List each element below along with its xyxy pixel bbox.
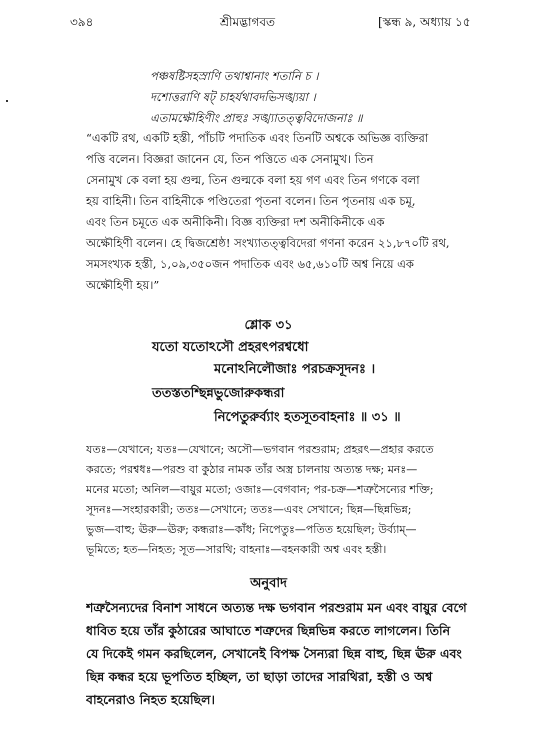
running-header: [0, 14, 537, 34]
verse-line: যতো যতোঽসৌ প্রহরৎপরশ্বধো: [152, 340, 309, 355]
synonyms-line: সূদনঃ—সংহারকারী; ততঃ—সেখানে; ততঃ—এবং সেখানে; ছিন্ন—ছিন্নভিন্ন;: [86, 503, 412, 516]
verse-line: ততস্ততশ্ছিন্নভুজোরুকন্ধরা: [152, 386, 285, 401]
translation-paragraph: [86, 596, 482, 711]
quoted-sanskrit-verse: [150, 66, 363, 129]
quote-line: সেনামুখ কে বলা হয় গুল্ম, তিন গুল্মকে বলা হয় গণ এবং তিন গণকে বলা: [86, 173, 420, 187]
verse-line: নিপেতুরুর্ব্যাং হতসূতবাহনাঃ ॥ ৩১ ॥: [214, 410, 401, 425]
italic-verse-line: দশোত্তরাণি ষট্‌ চাহর্যথাবদভিসঙ্খ্যয়া ।: [150, 90, 316, 104]
quote-line: অক্ষৌহিণী হয়।”: [86, 278, 160, 292]
translation-line: শত্রুসৈন্যদের বিনাশ সাধনে অত্যন্ত দক্ষ ভগবান পরশুরাম মন এবং বায়ুর বেগে: [86, 600, 467, 615]
translation-line: যে দিকেই গমন করছিলেন, সেখানেই বিপক্ষ সৈন্যরা ছিন্ন বাহু, ছিন্ন ঊরু এবং: [86, 646, 462, 661]
synonyms-line: ভূমিতে; হত—নিহত; সূত—সারথি; বাহনাঃ—বহনকারী অশ্ব এবং হস্তী।: [86, 543, 387, 556]
synonyms-line: ভুজ—বাহু; ঊরু—ঊরু; কন্ধরাঃ—কাঁধ; নিপেতুঃ—পতিত হয়েছিল; উর্ব্যাম্—: [86, 523, 417, 536]
quote-line: “একটি রথ, একটি হস্তী, পাঁচটি পদাতিক এবং তিনটি অশ্বকে অভিজ্ঞ ব্যক্তিরা: [86, 131, 429, 145]
quote-line: সমসংখ্যক হস্তী, ১,০৯,৩৫০জন পদাতিক এবং ৬৫,৬১০টি অশ্ব নিয়ে এক: [86, 257, 414, 271]
quote-line: পত্তি বলেন। বিজ্ঞরা জানেন যে, তিন পত্তিতে এক সেনামুখ। তিন: [86, 152, 374, 166]
book-title: শ্রীমদ্ভাগবত: [220, 15, 276, 29]
quote-paragraph: [86, 128, 478, 296]
italic-verse-line: এতামক্ষৌহিণীং প্রাহুঃ সঙ্খ্যাতত্ত্ববিদোজনাঃ ॥: [150, 111, 363, 125]
translation-line: বাহনেরাও নিহত হয়েছিল।: [86, 692, 215, 707]
translation-line: ধাবিত হয়ে তাঁর কুঠারের আঘাতে শত্রুদের ছিন্নভিন্ন করতে লাগলেন। তিনি: [86, 623, 451, 638]
page-number: ৩৯৪: [70, 15, 94, 29]
italic-verse-line: পঞ্চষষ্টিসহস্রাণি তথাশ্বানাং শতানি চ ।: [150, 69, 319, 83]
quote-line: অক্ষৌহিণী বলেন। হে দ্বিজশ্রেষ্ঠ! সংখ্যাতত্ত্ববিদেরা গণনা করেন ২১,৮৭০টি রথ,: [86, 236, 450, 250]
translation-heading: অনুবাদ: [250, 576, 287, 591]
synonyms-line: যতঃ—যেখানে; যতঃ—যেখানে; অসৌ—ভগবান পরশুরাম; প্রহরৎ—প্রহার করতে: [86, 443, 434, 456]
shloka-heading: শ্লোক ৩১: [244, 318, 293, 333]
speck: [6, 100, 8, 102]
synonyms-line: করতে; পরশ্বধঃ—পরশু বা কুঠার নামক তাঁর অস্ত্র চালনায় অত্যন্ত দক্ষ; মনঃ—: [86, 463, 418, 476]
synonyms-paragraph: [86, 440, 480, 560]
verse-line: মনোঽনিলৌজাঃ পরচক্রসূদনঃ ।: [214, 362, 376, 377]
translation-line: ছিন্ন কন্ধর হয়ে ভূপতিত হচ্ছিল, তা ছাড়া তাদের সারথিরা, হস্তী ও অশ্ব: [86, 669, 433, 684]
synonyms-line: মনের মতো; অনিল—বায়ুর মতো; ওজাঃ—বেগবান; পর-চক্র—শত্রুসৈন্যের শক্তি;: [86, 483, 434, 496]
quote-line: হয় বাহিনী। তিন বাহিনীকে পণ্ডিতেরা পৃতনা বলেন। তিন পৃতনায় এক চমূ,: [86, 194, 416, 208]
quote-line: এবং তিন চমূতে এক অনীকিনী। বিজ্ঞ ব্যক্তিরা দশ অনীকিনীকে এক: [86, 215, 385, 229]
section-reference: [স্কন্ধ ৯, অধ্যায় ১৫: [378, 15, 471, 29]
